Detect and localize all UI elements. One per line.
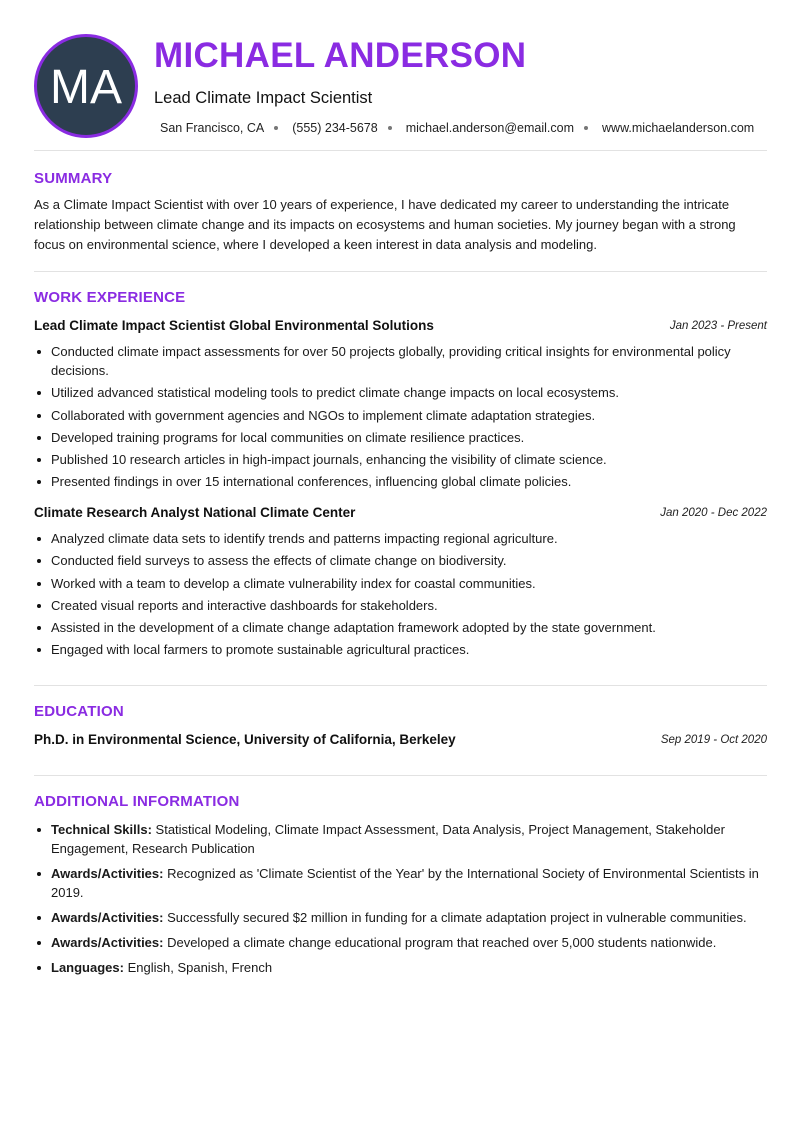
location-text: San Francisco, CA xyxy=(160,121,265,135)
item-label: Awards/Activities: xyxy=(51,866,164,881)
list-item: Assisted in the development of a climate change adaptation framework adopted by the state government. xyxy=(34,618,767,637)
contact-email[interactable] xyxy=(406,121,602,135)
divider xyxy=(34,775,767,776)
summary-text: As a Climate Impact Scientist with over 10 years of experience, I have dedicated my career to understanding the intricate relationship between climate change and its impacts on ecosystems and human societies. My journey began with a strong focus on environmental science, where I developed a keen interest in data analysis and modeling. xyxy=(34,197,736,252)
contact-location xyxy=(160,121,292,135)
phone-text: (555) 234-5678 xyxy=(292,121,378,135)
item-label: Awards/Activities: xyxy=(51,935,164,950)
job-date: Jan 2023 - Present xyxy=(669,320,767,332)
list-item xyxy=(34,958,767,977)
list-item: Analyzed climate data sets to identify trends and patterns impacting regional agriculture. xyxy=(34,529,767,548)
list-item: Collaborated with government agencies and NGOs to implement climate adaptation strategies. xyxy=(34,406,767,425)
additional-info-heading: ADDITIONAL INFORMATION xyxy=(34,793,240,810)
list-item xyxy=(34,933,767,952)
divider xyxy=(34,271,767,272)
list-item: Conducted climate impact assessments for over 50 projects globally, providing critical insights for environmental policy decisions. xyxy=(34,342,767,380)
contact-phone xyxy=(292,121,405,135)
candidate-role: Lead Climate Impact Scientist xyxy=(154,89,373,107)
education-heading: EDUCATION xyxy=(34,703,124,720)
avatar xyxy=(34,34,138,138)
list-item: Created visual reports and interactive dashboards for stakeholders. xyxy=(34,596,767,615)
website-link[interactable]: www.michaelanderson.com xyxy=(602,121,755,135)
list-item: Developed training programs for local communities on climate resilience practices. xyxy=(34,428,767,447)
list-item: Presented findings in over 15 international conferences, influencing global climate policies. xyxy=(34,472,767,491)
education-date: Sep 2019 - Oct 2020 xyxy=(660,734,767,746)
list-item xyxy=(34,864,767,902)
list-item xyxy=(34,820,767,858)
item-text: English, Spanish, French xyxy=(123,960,273,975)
job-title: Climate Research Analyst National Climate Center xyxy=(34,505,356,520)
separator-dot-icon xyxy=(274,126,278,130)
item-label: Languages: xyxy=(51,960,124,975)
item-label: Awards/Activities: xyxy=(51,910,164,925)
resume-header xyxy=(34,34,767,138)
education-entry xyxy=(34,732,767,750)
item-text: Statistical Modeling, Climate Impact Assessment, Data Analysis, Project Management, Stakeholder Engagement, Research Publication xyxy=(51,822,725,856)
list-item: Conducted field surveys to assess the effects of climate change on biodiversity. xyxy=(34,551,767,570)
job-date: Jan 2020 - Dec 2022 xyxy=(660,507,767,519)
summary-heading: SUMMARY xyxy=(34,170,113,187)
avatar-initials: MA xyxy=(50,60,122,114)
divider xyxy=(34,150,767,151)
contact-website[interactable] xyxy=(602,121,754,135)
candidate-name: MICHAEL ANDERSON xyxy=(154,36,527,75)
item-text: Developed a climate change educational program that reached over 5,000 students nationwide. xyxy=(163,935,717,950)
job-header xyxy=(34,318,767,336)
degree-title: Ph.D. in Environmental Science, University of California, Berkeley xyxy=(34,732,456,747)
job-header xyxy=(34,505,767,523)
list-item: Engaged with local farmers to promote sustainable agricultural practices. xyxy=(34,640,767,659)
item-text: Recognized as 'Climate Scientist of the Year' by the International Society of Environmental Scientists in 2019. xyxy=(51,866,759,900)
contact-line xyxy=(160,121,754,135)
list-item: Utilized advanced statistical modeling tools to predict climate change impacts on local ecosystems. xyxy=(34,383,767,402)
additional-info-list xyxy=(34,820,767,983)
list-item: Worked with a team to develop a climate vulnerability index for coastal communities. xyxy=(34,574,767,593)
job-bullets xyxy=(34,529,767,663)
list-item: Published 10 research articles in high-impact journals, enhancing the visibility of climate science. xyxy=(34,450,767,469)
item-label: Technical Skills: xyxy=(51,822,152,837)
item-text: Successfully secured $2 million in funding for a climate adaptation project in vulnerable communities. xyxy=(163,910,747,925)
job-title: Lead Climate Impact Scientist Global Environmental Solutions xyxy=(34,318,434,333)
separator-dot-icon xyxy=(388,126,392,130)
email-link[interactable]: michael.anderson@email.com xyxy=(405,121,575,135)
separator-dot-icon xyxy=(584,126,588,130)
work-experience-heading: WORK EXPERIENCE xyxy=(34,289,186,306)
job-bullets xyxy=(34,342,767,495)
divider xyxy=(34,685,767,686)
list-item xyxy=(34,908,767,927)
